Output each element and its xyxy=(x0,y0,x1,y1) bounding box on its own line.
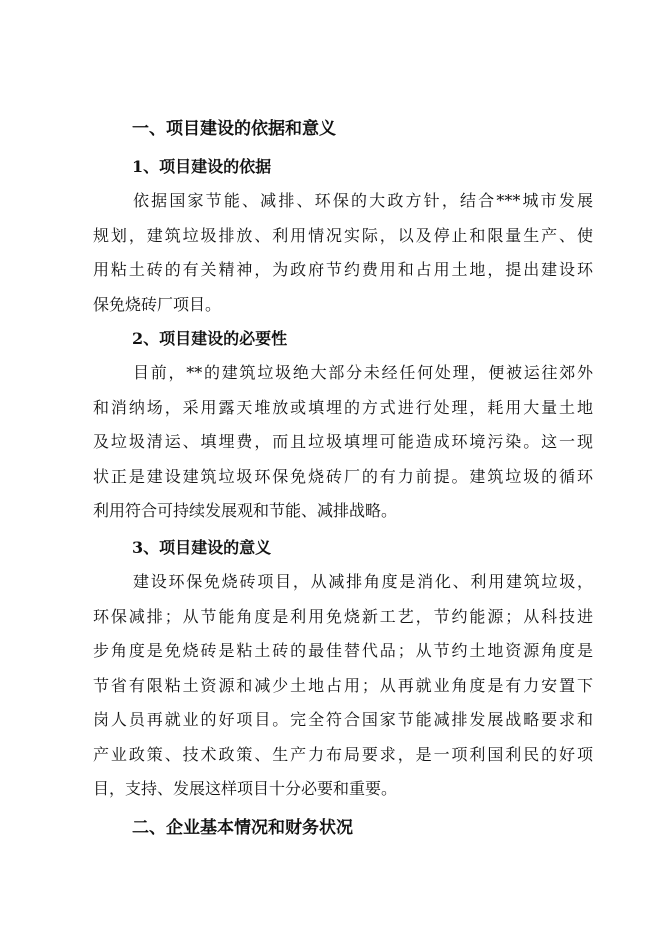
paragraph-line: 岗人员再就业的好项目。完全符合国家节能减排发展战略要求和 xyxy=(93,710,593,729)
paragraph-line: 步角度是免烧砖是粘土砖的最佳替代品；从节约土地资源角度是 xyxy=(93,641,593,660)
paragraph-line: 和消纳场，采用露天堆放或填埋的方式进行处理，耗用大量土地 xyxy=(93,397,593,417)
section-title-necessity: 2、项目建设的必要性 xyxy=(132,329,288,348)
paragraph-line: 环保减排；从节能角度是利用免烧新工艺，节约能源；从科技进 xyxy=(93,606,593,626)
paragraph-line: 规划，建筑垃圾排放、利用情况实际，以及停止和限量生产、使 xyxy=(93,225,593,245)
paragraph-line: 节省有限粘土资源和减少土地占用；从再就业角度是有力安置下 xyxy=(93,675,593,695)
paragraph-significance xyxy=(93,565,593,807)
paragraph-line: 产业政策、技术政策、生产力布局要求，是一项利国利民的好项 xyxy=(93,744,593,764)
paragraph-line: 状正是建设建筑垃圾环保免烧砖厂的有力前提。建筑垃圾的循环 xyxy=(93,466,593,486)
heading-basis-and-significance: 一、项目建设的依据和意义 xyxy=(132,119,336,139)
paragraph-line: 用粘土砖的有关精神，为政府节约费用和占用土地，提出建设环 xyxy=(93,260,593,279)
section-title-basis: 1、项目建设的依据 xyxy=(132,157,272,176)
paragraph-line: 保免烧砖厂项目。 xyxy=(93,294,222,314)
paragraph-line: 目，支持、发展这样项目十分必要和重要。 xyxy=(93,779,398,798)
heading-enterprise-status: 二、企业基本情况和财务状况 xyxy=(132,818,353,838)
paragraph-basis xyxy=(93,184,593,322)
paragraph-line: 目前，**的建筑垃圾绝大部分未经任何处理，便被运往郊外 xyxy=(133,363,593,382)
paragraph-necessity xyxy=(93,356,593,529)
section-title-significance: 3、项目建设的意义 xyxy=(132,538,272,557)
paragraph-line: 及垃圾清运、填埋费，而且垃圾填埋可能造成环境污染。这一现 xyxy=(93,432,593,451)
paragraph-line: 利用符合可持续发展观和节能、减排战略。 xyxy=(93,501,398,520)
paragraph-line: 依据国家节能、减排、环保的大政方针，结合***城市发展 xyxy=(133,191,593,210)
paragraph-line: 建设环保免烧砖项目，从减排角度是消化、利用建筑垃圾， xyxy=(133,572,593,591)
